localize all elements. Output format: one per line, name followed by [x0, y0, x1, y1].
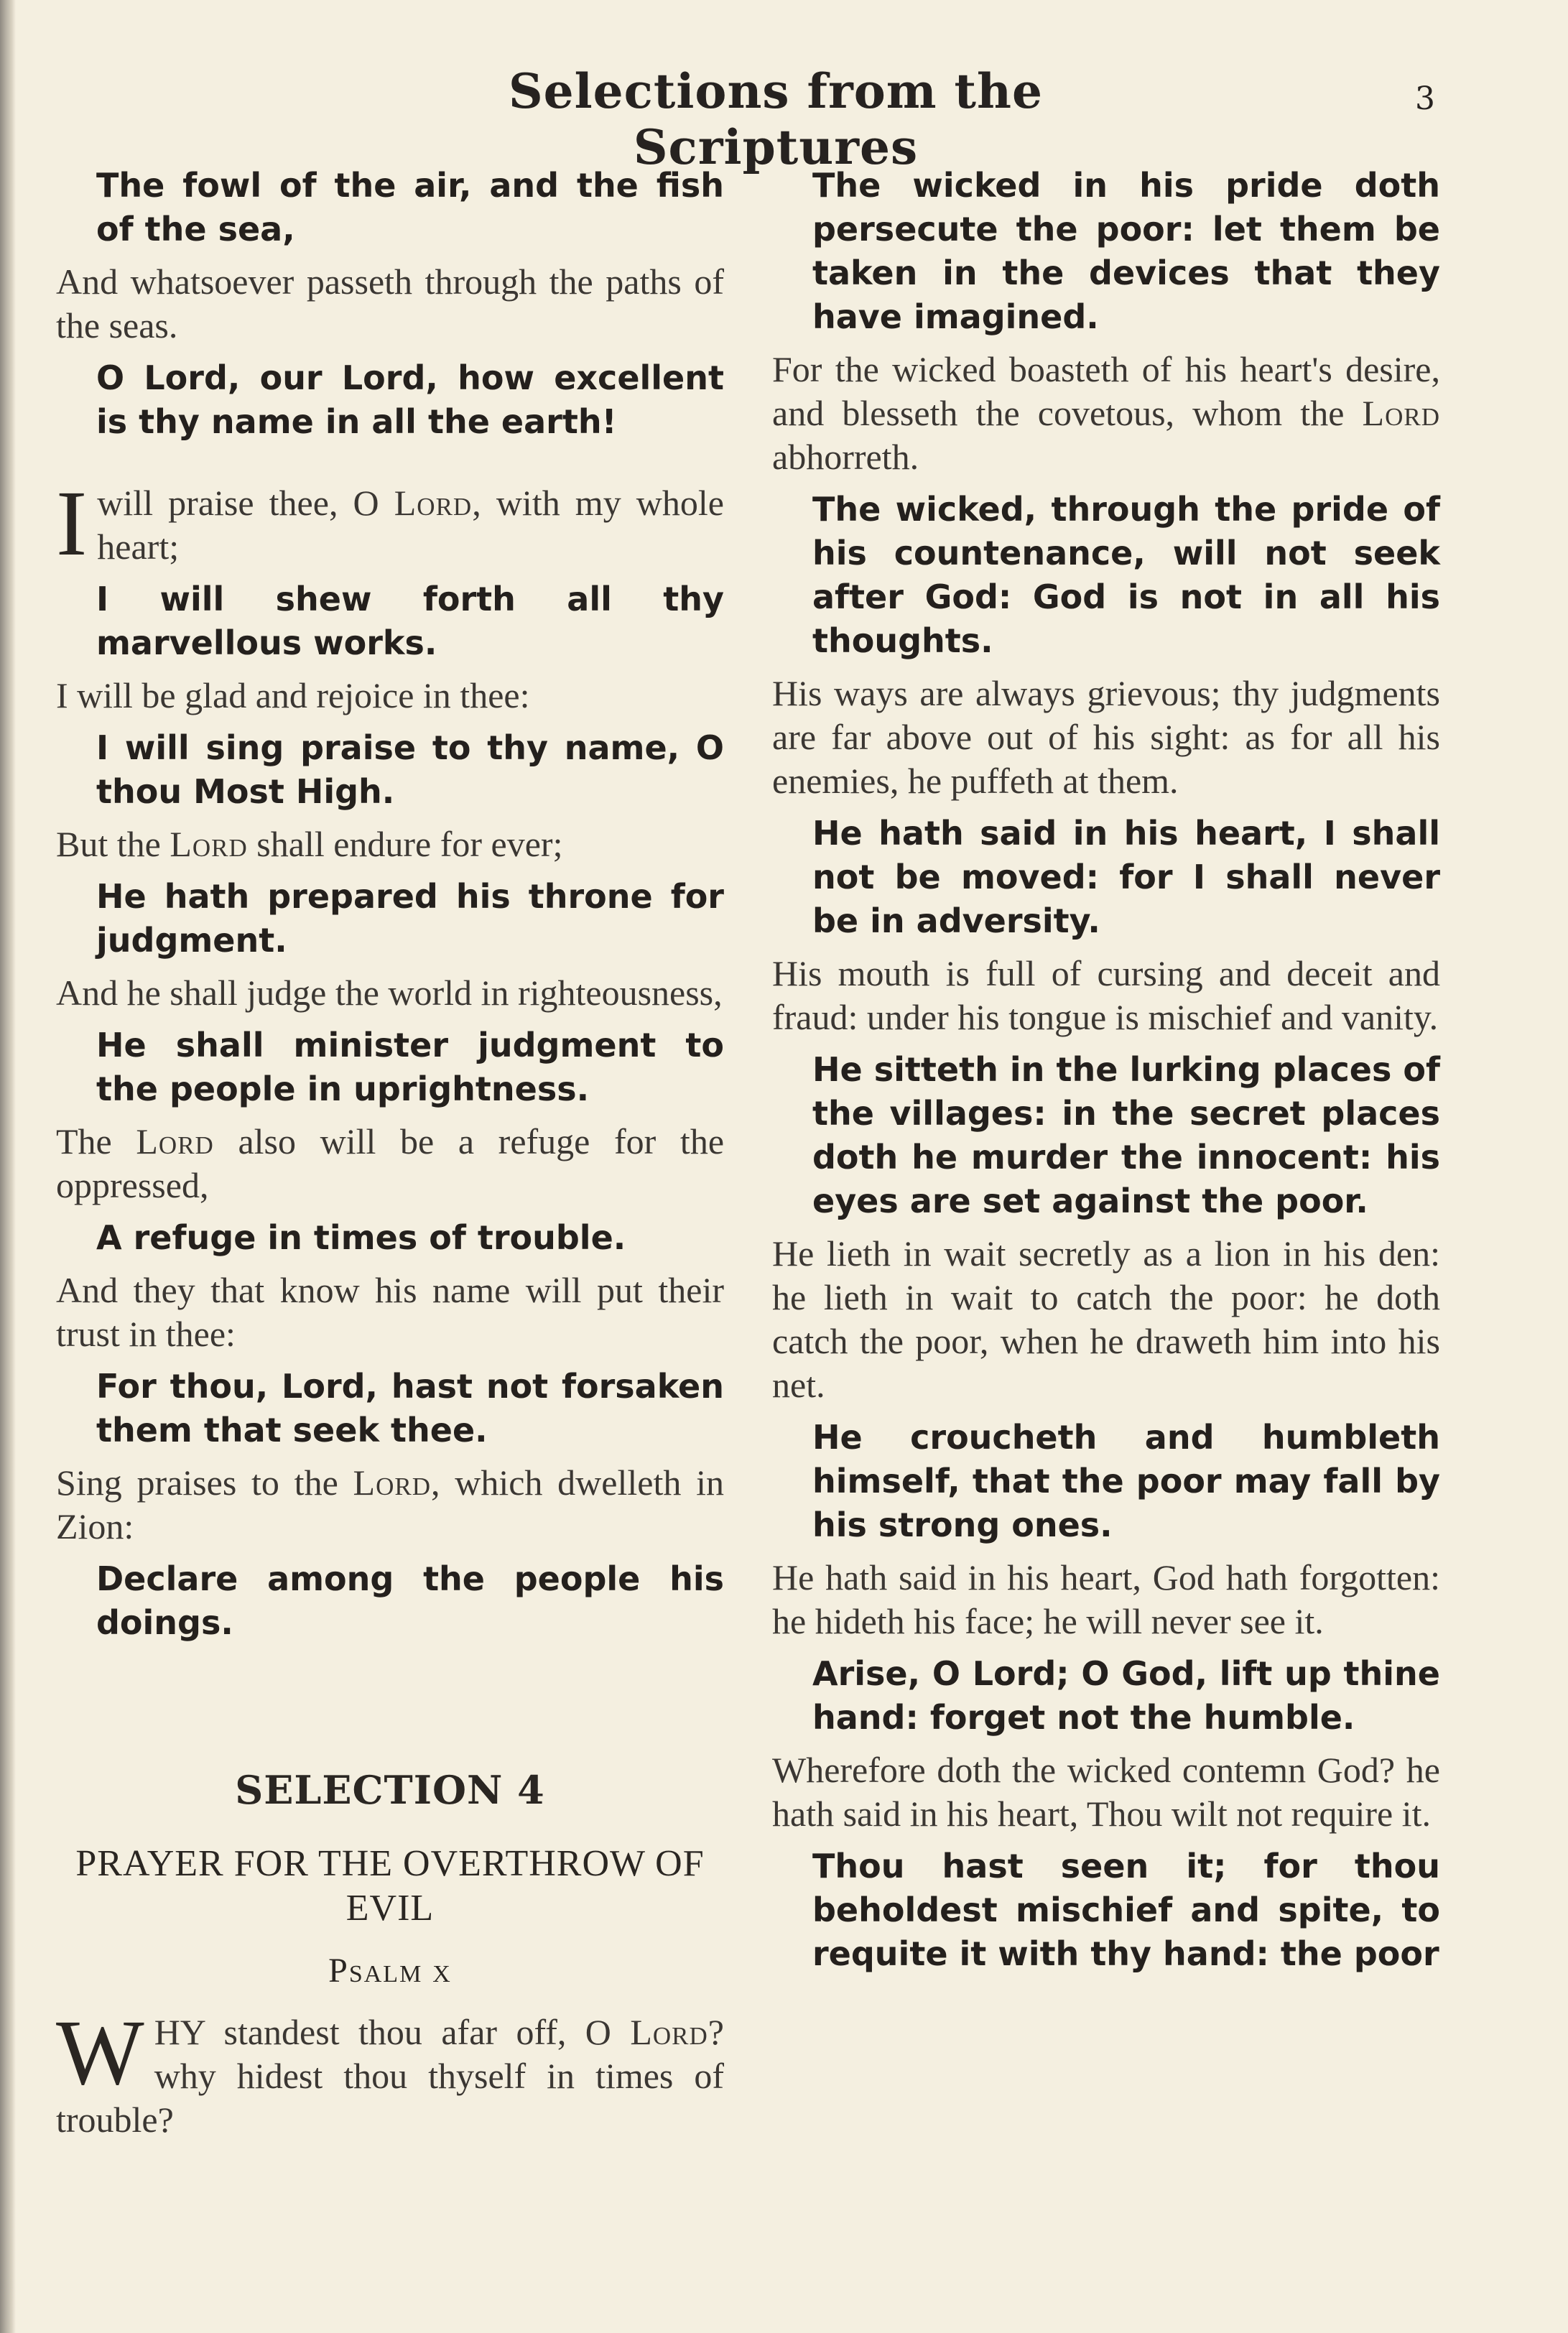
psalm-reference: Psalm x — [328, 1952, 452, 1990]
verse-bold: I will shew forth all thy marvellous works. — [96, 580, 724, 662]
verse-regular — [56, 1461, 724, 1549]
verse-text: also will be a refuge for the oppressed, — [56, 1121, 725, 1205]
verse-text: will praise thee, O — [97, 483, 394, 523]
verse-regular: He lieth in wait secretly as a lion in his den: he lieth in wait to catch the poor: he doth catch the poor, when he draweth him into his net. — [772, 1233, 1440, 1405]
verse-regular — [772, 348, 1440, 479]
verse-bold: For thou, Lord, hast not forsaken them that seek thee. — [96, 1367, 724, 1450]
verse-text: ? why hidest thou thyself in times of trouble? — [56, 2012, 724, 2140]
verse-regular — [56, 822, 724, 866]
verse-regular: I will be glad and rejoice in thee: — [56, 675, 530, 715]
verse-bold: Arise, O Lord; O God, lift up thine hand: forget not the humble. — [812, 1654, 1440, 1737]
selection-heading: SELECTION 4 — [235, 1767, 545, 1813]
verse-regular: His ways are always grievous; thy judgments are far above out of his sight: as for all his enemies, he puffeth at them. — [772, 673, 1440, 801]
opening-verse — [56, 2001, 724, 2142]
verse-regular: And whatsoever passeth through the paths of the seas. — [56, 261, 724, 345]
running-title: Selections from the Scriptures — [508, 63, 1044, 175]
verse-text: , which dwelleth in Zion: — [56, 1462, 724, 1546]
selection-title: PRAYER FOR THE OVERTHROW OF EVIL — [75, 1843, 705, 1929]
verse-bold: I will sing praise to thy name, O thou Most High. — [96, 728, 724, 811]
verse-regular: Wherefore doth the wicked contemn God? he hath said in his heart, Thou wilt not require it. — [772, 1750, 1440, 1834]
verse-regular: And he shall judge the world in righteousness, — [56, 973, 723, 1013]
verse-bold: He sitteth in the lurking places of the villages: in the secret places doth he murder the innocent: his eyes are set against the poor. — [812, 1050, 1440, 1220]
verse-text: But the — [56, 824, 170, 864]
right-column — [772, 164, 1440, 1985]
verse-bold: A refuge in times of trouble. — [96, 1218, 626, 1257]
lord-small-caps: Lord — [630, 2012, 708, 2052]
verse-regular-dropcap — [56, 472, 724, 575]
verse-text: Sing praises to the — [56, 1462, 353, 1503]
verse-text: For the wicked boasteth of his heart's desire, and blesseth the covetous, whom the — [772, 349, 1440, 433]
verse-bold: He croucheth and humbleth himself, that the poor may fall by his strong ones. — [812, 1418, 1440, 1544]
drop-cap: W — [56, 2001, 144, 2105]
lord-small-caps: Lord — [170, 824, 248, 864]
left-column — [56, 164, 724, 2151]
verse-bold: The fowl of the air, and the fish of the sea, — [96, 166, 724, 249]
verse-bold: He hath said in his heart, I shall not be moved: for I shall never be in adversity. — [812, 814, 1440, 940]
drop-cap: I — [56, 472, 88, 575]
verse-regular: And they that know his name will put their trust in thee: — [56, 1270, 724, 1354]
lord-small-caps: Lord — [1362, 393, 1440, 433]
verse-bold: The wicked, through the pride of his countenance, will not seek after God: God is not in all his thoughts. — [812, 490, 1440, 660]
verse-text: abhorreth. — [772, 437, 919, 477]
verse-regular: His mouth is full of cursing and deceit and fraud: under his tongue is mischief and vanity. — [772, 953, 1440, 1037]
verse-bold: Declare among the people his doings. — [96, 1559, 724, 1642]
lord-small-caps: Lord — [136, 1121, 214, 1161]
verse-regular — [56, 1120, 724, 1207]
verse-regular: He hath said in his heart, God hath forgotten: he hideth his face; he will never see it. — [772, 1557, 1440, 1641]
verse-text: HY standest thou afar off, O — [154, 2012, 631, 2052]
verse-bold: Thou hast seen it; for thou beholdest mischief and spite, to requite it with thy hand: the poor — [812, 1847, 1440, 1973]
verse-bold: He shall minister judgment to the people in uprightness. — [96, 1026, 724, 1108]
verse-text: The — [56, 1121, 136, 1161]
book-spine-edge — [0, 0, 16, 2333]
verse-text: , with my whole heart; — [97, 483, 724, 567]
verse-bold: The wicked in his pride doth persecute the poor: let them be taken in the devices that they have imagined. — [812, 166, 1440, 336]
lord-small-caps: Lord — [353, 1462, 431, 1503]
verse-text: shall endure for ever; — [247, 824, 563, 864]
lord-small-caps: Lord — [394, 483, 473, 523]
verse-bold: He hath prepared his throne for judgment. — [96, 877, 724, 960]
verse-bold: O Lord, our Lord, how excellent is thy name in all the earth! — [96, 358, 724, 441]
page-number: 3 — [1415, 80, 1435, 117]
